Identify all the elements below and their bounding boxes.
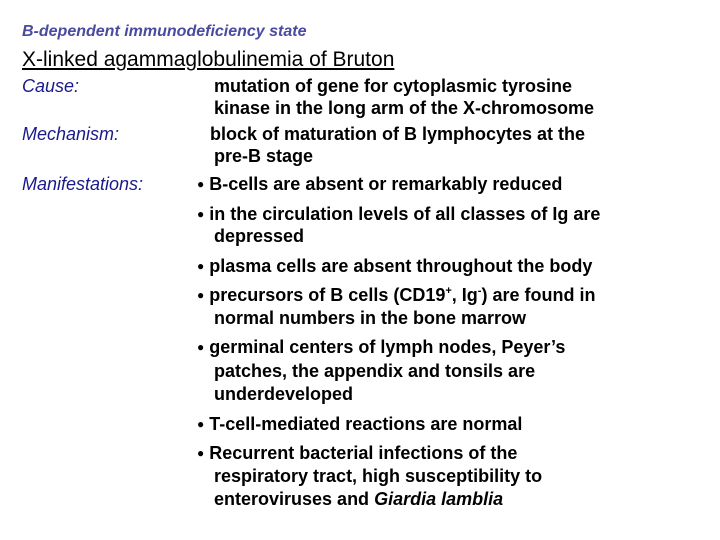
manifestation-text: in the circulation levels of all classes of Ig are [209,204,601,224]
manifestation-item-6 [197,414,522,435]
cause-line-2: kinase in the long arm of the X-chromosome [214,98,595,118]
manifestation-text: T-cell-mediated reactions are normal [209,414,523,434]
manifestation-item-7-line-3 [214,489,503,510]
bullet-icon: ● [197,177,205,191]
manifestation-item-4-line-2: normal numbers in the bone marrow [214,308,527,328]
manifestation-text-b: , Ig [451,285,478,305]
manifestation-item-1 [197,174,562,195]
bullet-icon: ● [197,446,205,460]
manifestation-item-5-line-3: underdeveloped [214,384,354,404]
cause-line-1: mutation of gene for cytoplasmic tyrosine [214,76,573,96]
mechanism-label: Mechanism: [22,124,120,144]
manifestation-text-a: precursors of B cells (CD19 [209,285,446,305]
bullet-icon: ● [197,288,205,302]
manifestations-label: Manifestations: [22,174,144,194]
bullet-icon: ● [197,259,205,273]
mechanism-line-2: pre-B stage [214,146,314,166]
bullet-icon: ● [197,417,205,431]
manifestation-item-4 [197,285,595,306]
manifestation-text: germinal centers of lymph nodes, Peyer’s [209,337,566,357]
manifestation-item-5 [197,337,565,358]
manifestation-text: plasma cells are absent throughout the body [209,256,593,276]
manifestation-text: B-cells are absent or remarkably reduced [209,174,563,194]
manifestation-item-7-line-2: respiratory tract, high susceptibility to [214,466,543,486]
organism-name: Giardia lamblia [374,489,504,509]
manifestation-item-7 [197,443,517,464]
cause-label: Cause: [22,76,80,96]
mechanism-line-1: block of maturation of B lymphocytes at the [210,124,586,144]
slide-subtitle: B-dependent immunodeficiency state [22,23,307,40]
bullet-icon: ● [197,207,205,221]
slide-title: X-linked agammaglobulinemia of Bruton [22,48,395,71]
cd19-superscript: + [445,285,452,297]
bullet-icon: ● [197,340,205,354]
manifestation-item-2-line-2: depressed [214,226,305,246]
manifestation-text: Recurrent bacterial infections of the [209,443,518,463]
manifestation-item-2 [197,204,600,225]
ig-superscript: - [477,285,482,297]
manifestation-item-5-line-2: patches, the appendix and tonsils are [214,361,536,381]
manifestation-text: enteroviruses and [214,489,375,509]
manifestation-text-c: ) are found in [481,285,596,305]
manifestation-item-3 [197,256,592,277]
